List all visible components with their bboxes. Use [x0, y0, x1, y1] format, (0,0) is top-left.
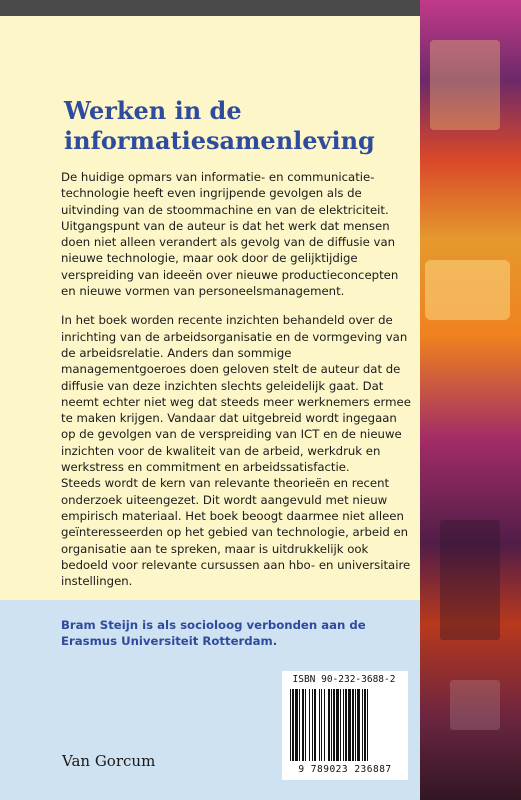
photo-highlight [450, 680, 500, 730]
barcode-panel [282, 671, 408, 780]
author-note: Bram Steijn is als socioloog verbonden aan de Erasmus Universiteit Rotterdam. [61, 618, 366, 649]
blurb-paragraph-1: De huidige opmars van informatie- en communicatie-technologie heeft even ingrijpende gevolgen als de uitvinding van de stoommachine en van de elektriciteit. Uitgangspunt van de auteur is dat het werk dat mensen doen niet alleen verandert als gevolg van de diffusie van nieuwe technologie, maar ook door de gelijktijdige verspreiding van ideeën over nieuwe productieconcepten en nieuwe vormen van personeelsmanagement. [61, 170, 399, 299]
isbn-label: ISBN 90-232-3688-2 [292, 674, 396, 685]
blurb [61, 169, 411, 589]
cover-photo-strip [420, 0, 521, 800]
blurb-paragraph-2: In het boek worden recente inzichten behandeld over de inrichting van de arbeidsorganisatie en de vormgeving van de arbeidsrelatie. Anders dan sommige managementgoeroes doen geloven stelt de auteur dat de diffusie van deze inzichten slechts geleidelijk gaat. Dat neemt echter niet weg dat steeds meer werknemers ermee te maken krijgen. Vandaar dat uitgebreid wordt ingegaan op de gevolgen van de verspreiding van ICT en de nieuwe inzichten voor de kwaliteit van de arbeid, werkdruk en werkstress en commitment en arbeidssatisfactie. [61, 313, 411, 475]
photo-shadow [440, 520, 500, 640]
photo-highlight [425, 260, 510, 320]
publisher-logo: Van Gorcum [62, 752, 156, 770]
top-band [0, 0, 420, 16]
photo-highlight [430, 40, 500, 130]
ean-number: 9 789023 236887 [298, 764, 392, 775]
blurb-paragraph-3: Steeds wordt de kern van relevante theorieën en recent onderzoek uiteengezet. Dit wordt aangevuld met nieuw empirisch materiaal. Het boek beoogt daarmee niet alleen geïnteresseerden op het gebied van technologie, arbeid en organisatie aan te spreken, maar is uitdrukkelijk ook bedoeld voor relevante cursussen aan hbo- en universitaire instellingen. [61, 476, 411, 589]
book-title: Werken in de informatiesamenleving [64, 96, 375, 155]
barcode-image [288, 689, 402, 761]
